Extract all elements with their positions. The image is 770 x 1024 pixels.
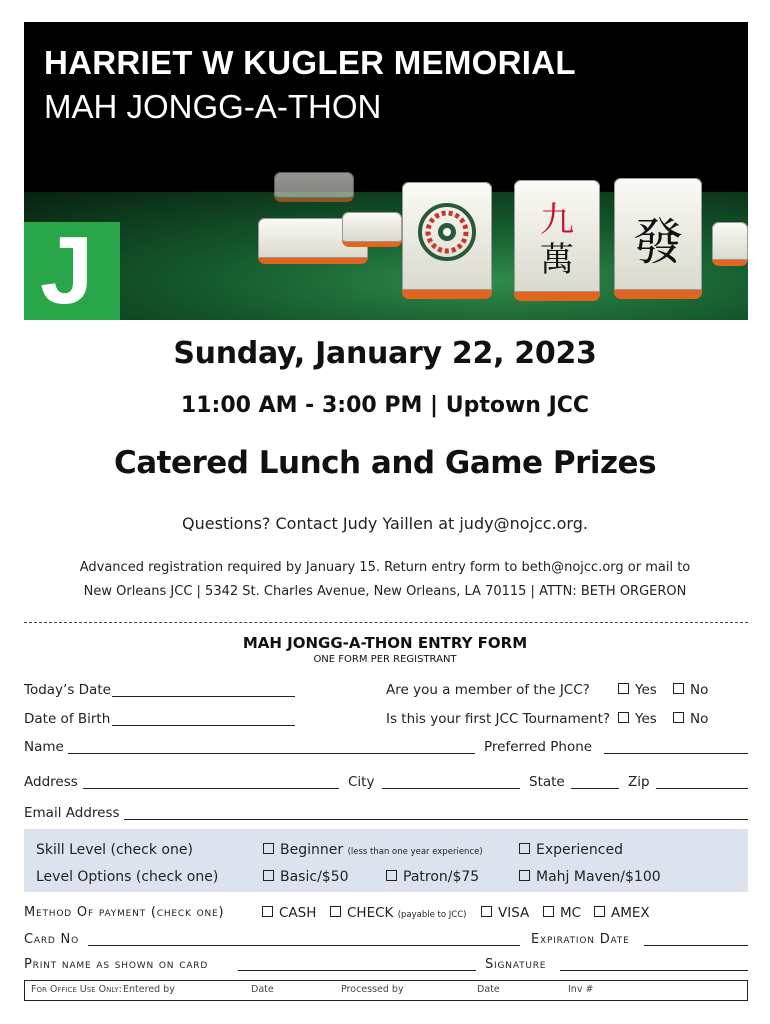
skill-experienced-label: Experienced <box>536 842 623 858</box>
first-yes-label: Yes <box>635 711 657 727</box>
pay-amex-option[interactable] <box>594 905 650 921</box>
first-tournament-question: Is this your first JCC Tournament? <box>386 711 611 727</box>
todays-date-field[interactable] <box>112 696 295 697</box>
pay-cash-label: CASH <box>279 905 317 921</box>
pay-check-note: (payable to JCC) <box>397 910 467 920</box>
pay-cash-option[interactable] <box>262 905 316 921</box>
pay-check-label: CHECK <box>347 905 394 921</box>
pay-amex-checkbox[interactable] <box>594 906 605 917</box>
tile-character-bottom: 萬 <box>540 240 574 280</box>
pay-mc-label: MC <box>560 905 582 921</box>
skill-beginner-option[interactable] <box>263 842 483 858</box>
option-maven[interactable] <box>519 869 661 885</box>
mahjong-tile-circle <box>402 182 492 299</box>
pay-amex-label: AMEX <box>611 905 650 921</box>
event-headline: Catered Lunch and Game Prizes <box>113 445 657 481</box>
skill-beginner-note: (less than one year experience) <box>347 847 483 857</box>
option-basic-label: Basic/$50 <box>280 869 349 885</box>
office-processed-by: Processed by <box>341 984 404 995</box>
form-subtitle: ONE FORM PER REGISTRANT <box>313 654 457 665</box>
skill-experienced-checkbox[interactable] <box>519 843 530 854</box>
phone-label: Preferred Phone <box>484 739 593 755</box>
member-question: Are you a member of the JCC? <box>386 682 590 698</box>
office-date-2: Date <box>477 984 500 995</box>
first-no-option[interactable] <box>673 711 708 727</box>
pay-check-checkbox[interactable] <box>330 906 341 917</box>
option-patron[interactable] <box>386 869 479 885</box>
expiration-label: Expiration Date <box>531 932 630 947</box>
event-date: Sunday, January 22, 2023 <box>173 336 597 371</box>
phone-field[interactable] <box>604 753 748 754</box>
option-patron-label: Patron/$75 <box>403 869 480 885</box>
event-time-place: 11:00 AM - 3:00 PM | Uptown JCC <box>180 393 590 418</box>
member-yes-label: Yes <box>635 682 657 698</box>
first-yes-checkbox[interactable] <box>618 712 629 723</box>
todays-date-label: Today’s Date <box>24 682 111 698</box>
signature-field[interactable] <box>560 970 748 971</box>
state-field[interactable] <box>571 788 619 789</box>
option-basic-checkbox[interactable] <box>263 870 274 881</box>
card-number-field[interactable] <box>88 945 520 946</box>
dob-field[interactable] <box>112 725 295 726</box>
address-label: Address <box>24 774 78 790</box>
option-maven-label: Mahj Maven/$100 <box>536 869 661 885</box>
office-use-box <box>24 980 748 1001</box>
mahjong-tile-dragon <box>614 178 702 299</box>
form-title: MAH JONGG-A-THON ENTRY FORM <box>242 634 528 652</box>
payment-method-label: Method Of payment (check one) <box>24 905 225 920</box>
tile-dragon-character: 發 <box>633 213 683 271</box>
member-no-checkbox[interactable] <box>673 683 684 694</box>
registration-note-line2: New Orleans JCC | 5342 St. Charles Avenue, New Orleans, LA 70115 | ATTN: BETH ORGERON <box>83 584 687 599</box>
level-options-label: Level Options (check one) <box>36 869 219 885</box>
email-field[interactable] <box>124 819 748 820</box>
pay-mc-option[interactable] <box>543 905 581 921</box>
zip-label: Zip <box>628 774 650 790</box>
dob-label: Date of Birth <box>24 711 111 727</box>
member-yes-checkbox[interactable] <box>618 683 629 694</box>
card-number-label: Card No <box>24 932 79 947</box>
expiration-field[interactable] <box>644 945 748 946</box>
member-no-option[interactable] <box>673 682 708 698</box>
background-tile <box>342 212 402 247</box>
skill-level-label: Skill Level (check one) <box>36 842 193 858</box>
member-no-label: No <box>690 682 709 698</box>
signature-label: Signature <box>485 957 547 972</box>
city-field[interactable] <box>382 788 520 789</box>
office-entered-by: Entered by <box>123 984 175 995</box>
mahjong-tile-character <box>514 180 600 301</box>
pay-visa-checkbox[interactable] <box>481 906 492 917</box>
email-label: Email Address <box>24 805 120 821</box>
pay-cash-checkbox[interactable] <box>262 906 273 917</box>
circle-dot-icon <box>402 182 492 282</box>
print-name-label: Print name as shown on card <box>24 957 209 972</box>
print-name-field[interactable] <box>238 970 476 971</box>
registration-note-line1: Advanced registration required by January 15. Return entry form to beth@nojcc.org or mail to <box>79 560 691 575</box>
jcc-logo <box>24 217 120 320</box>
pay-visa-label: VISA <box>498 905 530 921</box>
event-banner <box>24 22 748 320</box>
skill-beginner-checkbox[interactable] <box>263 843 274 854</box>
office-date-1: Date <box>251 984 274 995</box>
first-no-label: No <box>690 711 709 727</box>
pay-mc-checkbox[interactable] <box>543 906 554 917</box>
background-tile <box>712 222 748 266</box>
contact-info: Questions? Contact Judy Yaillen at judy@nojcc.org. <box>182 514 588 533</box>
office-use-label: For Office Use Only: <box>31 984 122 995</box>
option-maven-checkbox[interactable] <box>519 870 530 881</box>
option-basic[interactable] <box>263 869 349 885</box>
state-label: State <box>529 774 565 790</box>
pay-visa-option[interactable] <box>481 905 529 921</box>
name-field[interactable] <box>68 753 475 754</box>
skill-experienced-option[interactable] <box>519 842 623 858</box>
member-yes-option[interactable] <box>618 682 657 698</box>
first-yes-option[interactable] <box>618 711 657 727</box>
background-tile <box>274 172 354 202</box>
zip-field[interactable] <box>656 788 748 789</box>
pay-check-option[interactable] <box>330 905 466 921</box>
first-no-checkbox[interactable] <box>673 712 684 723</box>
name-label: Name <box>24 739 64 755</box>
city-label: City <box>348 774 375 790</box>
skill-beginner-label: Beginner <box>280 842 344 858</box>
banner-title-line2: MAH JONGG-A-THON <box>44 88 382 125</box>
address-field[interactable] <box>83 788 339 789</box>
office-invoice: Inv # <box>568 984 594 995</box>
cut-line-divider <box>24 622 748 623</box>
jcc-logo-letter: J <box>40 217 94 320</box>
tile-character-top: 九 <box>540 200 574 240</box>
banner-title-line1: HARRIET W KUGLER MEMORIAL <box>44 44 576 81</box>
option-patron-checkbox[interactable] <box>386 870 397 881</box>
